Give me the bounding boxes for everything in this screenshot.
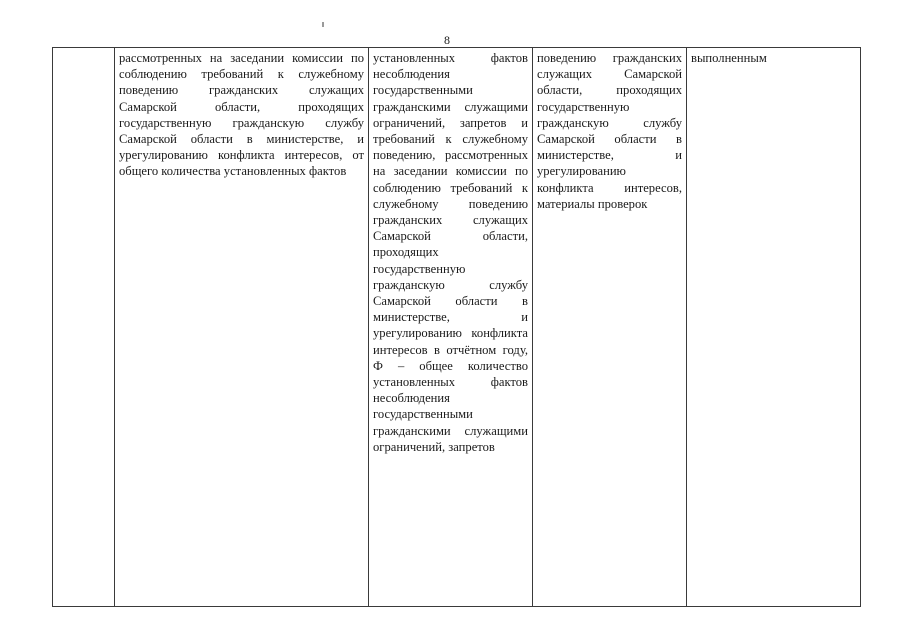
document-table bbox=[52, 47, 861, 607]
scan-artifact-mark bbox=[322, 22, 324, 27]
table-cell-number bbox=[53, 48, 115, 607]
table-cell-calculation-method: установленных фактов несоблюдения государственными гражданскими служащими ограничений, запретов и требований к служебному поведению, рассмотренных на заседании комиссии по соблюдению требований к служебному поведению гражданских служащих Самарской области, проходящих государственную гражданскую службу Самарской области в министерстве, и урегулированию конфликта интересов в отчётном году, Ф – общее количество установленных фактов несоблюдения государственными гражданскими служащими ограничений, запретов bbox=[369, 48, 533, 607]
table-cell-indicator-description: рассмотренных на заседании комиссии по соблюдению требований к служебному поведению гражданских служащих Самарской области, проходящих государственную гражданскую службу Самарской области в министерстве, и урегулированию конфликта интересов, от общего количества установленных фактов bbox=[115, 48, 369, 607]
table-cell-data-source: поведению гражданских служащих Самарской области, проходящих государственную гражданскую службу Самарской области в министерстве, и урегулированию конфликта интересов, материалы проверок bbox=[533, 48, 687, 607]
table-row bbox=[53, 48, 861, 607]
table-cell-note: выполненным bbox=[687, 48, 861, 607]
page-number: 8 bbox=[444, 33, 450, 47]
